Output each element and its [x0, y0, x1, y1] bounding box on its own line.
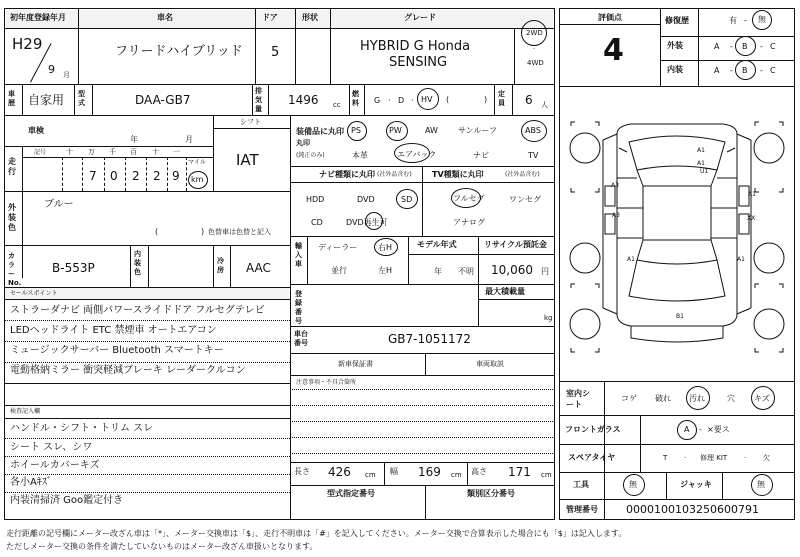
- grade-label: グレード: [404, 13, 436, 22]
- drive-4wd: 4WD: [527, 59, 544, 67]
- seat-label: 室内シート: [566, 389, 590, 409]
- mileage-digit-2: 0: [110, 169, 118, 183]
- v-line: [82, 157, 83, 191]
- length-cm: cm: [365, 471, 376, 479]
- mgmt-label: 管理番号: [566, 505, 598, 514]
- color-value: ブルー: [44, 199, 74, 210]
- shift-label: シフト: [240, 118, 261, 126]
- v-line: [364, 85, 365, 115]
- tools-label: 工具: [573, 480, 589, 489]
- equip-sunroof: サンルーフ: [458, 126, 497, 135]
- v-line: [349, 85, 350, 115]
- h-line: [4, 438, 290, 439]
- capacity: 6: [525, 93, 533, 107]
- displacement: 1496: [288, 93, 319, 107]
- fuel-d: D: [398, 96, 405, 105]
- car-diagram: [559, 88, 795, 378]
- v-line: [92, 85, 93, 115]
- int-sep: -: [730, 66, 733, 75]
- repair-yes: 有: [729, 16, 737, 25]
- color-note: 色替車は色替と記入: [208, 228, 271, 236]
- v-line: [268, 85, 269, 115]
- h-line: [559, 499, 795, 500]
- damage-mark: B1: [676, 313, 684, 320]
- h-line: [4, 191, 290, 192]
- mileage-digit-3: 2: [132, 169, 140, 183]
- mileage-sub-label: 記号: [34, 149, 47, 156]
- width-value: 169: [418, 465, 441, 479]
- h-line: [4, 299, 290, 300]
- v-line: [467, 462, 468, 485]
- type-number-label: 型式指定番号: [327, 489, 375, 498]
- seat-tear: 破れ: [655, 394, 671, 403]
- v-line: [478, 284, 479, 326]
- score-label: 評価点: [598, 13, 622, 22]
- ext-grade-c: C: [770, 42, 776, 51]
- fuel-paren-close: ): [484, 95, 488, 104]
- import-label: 輸入車: [295, 242, 302, 268]
- height-cm: cm: [541, 471, 552, 479]
- mile-label: マイル: [188, 159, 206, 166]
- mileage-unit: km: [191, 175, 204, 184]
- length-value: 426: [328, 465, 351, 479]
- h-line: [4, 456, 290, 457]
- car-name: フリードハイブリッド: [115, 44, 243, 59]
- fuel-dot: ·: [411, 96, 414, 105]
- max-load-label: 最大積載量: [485, 287, 525, 296]
- length-label: 長さ: [294, 467, 310, 476]
- repair-no: 無: [758, 15, 766, 24]
- damage-mark: A1: [697, 160, 705, 167]
- v-line: [130, 245, 131, 287]
- inspector-label: 検査記入欄: [10, 408, 41, 415]
- damage-mark: A1: [697, 147, 705, 154]
- drive-2wd: 2WD: [526, 29, 543, 37]
- v-line: [255, 8, 256, 85]
- tv-fullseg: フルセグ: [453, 194, 485, 203]
- year-label: 初年度登録年月: [10, 13, 66, 22]
- spare-label: スペアタイヤ: [568, 453, 616, 462]
- h-line: [4, 492, 290, 493]
- v-line: [74, 85, 75, 115]
- ext-grade-a: A: [714, 42, 720, 51]
- v-line: [698, 8, 699, 86]
- height-label: 高さ: [471, 467, 487, 476]
- equip-ps: PS: [351, 126, 361, 135]
- equip-aw: AW: [425, 126, 438, 135]
- h-line: [22, 157, 213, 158]
- tv-analog: アナログ: [453, 218, 485, 227]
- unit-ju: 十: [152, 148, 159, 156]
- equip-abs: ABS: [525, 126, 541, 135]
- body-label: 車歴: [8, 90, 15, 107]
- seat-dirt: 汚れ: [689, 394, 705, 403]
- navi-hdd: HDD: [306, 195, 325, 204]
- tv-label: TV種類に丸印: [432, 170, 484, 179]
- h-line: [290, 462, 555, 463]
- int-sep: -: [760, 66, 763, 75]
- glass-x: ×要ス: [707, 425, 730, 434]
- h-line: [478, 299, 555, 300]
- v-line: [330, 8, 331, 85]
- v-line: [425, 353, 426, 375]
- ext-grade-b: B: [742, 42, 748, 51]
- h-line: [4, 341, 290, 342]
- footer-line-1: 走行距離の記号欄にメーター改ざん車は「*」、メーター交換車は「$」、走行不明車は「#」を記入してください。メーター交換で合算表示した場合にも「$」は記入します。: [6, 529, 627, 538]
- int-grade-a: A: [714, 66, 720, 75]
- ext-label: 外装: [667, 41, 683, 50]
- v-line: [252, 85, 253, 115]
- model-label: 型式: [78, 90, 85, 107]
- h-line: [660, 60, 795, 61]
- h-line: [290, 326, 555, 327]
- v-line: [640, 415, 641, 444]
- chassis-label: 車台番号: [294, 330, 308, 347]
- v-line: [408, 236, 409, 284]
- damage-mark: XX: [747, 215, 756, 222]
- spare-sep: ·: [744, 454, 747, 462]
- v-line: [384, 462, 385, 485]
- h-line: [4, 146, 213, 147]
- cc-unit: cc: [333, 101, 341, 109]
- inspector-line-5: 内装清掃済 Goo鑑定付き: [10, 495, 124, 506]
- damage-mark: A1: [748, 191, 756, 198]
- import-left: 左H: [378, 266, 393, 275]
- v-line: [307, 236, 308, 284]
- drive-dot: ·: [533, 45, 536, 53]
- shift-value: IAT: [236, 151, 259, 169]
- equip-tv: TV: [528, 151, 539, 160]
- import-dealer: ディーラー: [318, 243, 358, 252]
- doors-value: 5: [271, 45, 280, 60]
- class-number-label: 類別区分番号: [467, 489, 515, 498]
- color-no-label: カラーNo.: [8, 252, 22, 287]
- tv-oneseg: ワンセグ: [509, 195, 541, 204]
- inspect-month: 月: [185, 135, 193, 144]
- sales-line-4: 電動格納ミラー 衝突軽減ブレーキ レーダークルコン: [10, 365, 246, 376]
- recycle-label: リサイクル預託金: [484, 240, 547, 249]
- height-value: 171: [508, 465, 531, 479]
- v-line: [22, 146, 23, 191]
- new-warranty: 新車保証書: [338, 360, 373, 368]
- recycle-yen: 円: [541, 267, 549, 276]
- h-line: [660, 36, 795, 37]
- jack-label: ジャッキ: [680, 480, 712, 489]
- inspector-line-2: シート スレ、シワ: [10, 442, 93, 453]
- v-line: [62, 157, 63, 191]
- v-line: [514, 28, 515, 84]
- h-line: [4, 362, 290, 363]
- h-line: [290, 375, 555, 376]
- v-line: [512, 85, 513, 115]
- fuel-label: 燃料: [352, 90, 359, 107]
- h-line: [290, 353, 555, 354]
- navi-cd: CD: [311, 218, 323, 227]
- v-line: [230, 245, 231, 287]
- v-line: [494, 85, 495, 115]
- v-line: [640, 444, 641, 472]
- v-line: [22, 191, 23, 278]
- width-label: 幅: [390, 467, 398, 476]
- v-line: [478, 236, 479, 284]
- door-label: ドア: [262, 13, 278, 22]
- notes-label: 注意事項・不具合箇所: [296, 379, 357, 386]
- tools-value: 無: [629, 480, 637, 489]
- v-line: [213, 245, 214, 287]
- int-grade-c: C: [770, 66, 776, 75]
- v-line: [660, 8, 661, 86]
- v-line: [78, 8, 79, 85]
- h-line: [290, 421, 555, 422]
- int-label: 内装: [667, 65, 683, 74]
- shape-label: 形状: [302, 13, 318, 22]
- equip-maru: 丸印: [296, 139, 310, 147]
- import-parallel: 並行: [331, 266, 347, 275]
- spare-sep: ·: [684, 454, 687, 462]
- equip-label: 装備品に丸印: [296, 127, 344, 136]
- h-line: [4, 115, 555, 116]
- color-no-value: B-553P: [52, 261, 95, 275]
- equip-navi: ナビ: [473, 151, 489, 160]
- model-year-label: モデル年式: [417, 240, 457, 249]
- h-line: [290, 453, 555, 454]
- v-line: [148, 245, 149, 287]
- v-line: [425, 485, 426, 520]
- h-line: [290, 405, 555, 406]
- equip-pw: PW: [389, 126, 402, 135]
- damage-mark: A3: [612, 212, 620, 219]
- glass-label: フロントガラス: [565, 425, 621, 434]
- v-line: [422, 166, 423, 236]
- unit-ichi: 一: [173, 148, 180, 156]
- color-paren-close: ): [201, 227, 205, 236]
- v-line: [186, 157, 187, 191]
- spare-t: T: [663, 454, 668, 462]
- h-line: [4, 474, 290, 475]
- inspector-line-3: ホイールカバーキズ: [10, 460, 100, 471]
- h-line: [559, 472, 795, 473]
- color-label: 外装色: [8, 203, 16, 232]
- inspector-line-4: 各小Aｷｽﾞ: [10, 477, 52, 488]
- h-line: [4, 383, 290, 384]
- navi-sd: SD: [401, 195, 413, 204]
- equip-sub: (純正のみ): [296, 152, 325, 159]
- v-line: [146, 157, 147, 191]
- recycle-value: 10,060: [491, 263, 533, 277]
- inspect-year: 年: [130, 135, 138, 144]
- sales-label: セールスポイント: [10, 290, 58, 297]
- v-line: [22, 85, 23, 115]
- glass-a: A: [684, 425, 690, 434]
- v-line: [666, 472, 667, 499]
- model-year-unit: 年: [434, 267, 442, 276]
- h-line: [4, 405, 290, 406]
- unit-jukan: 十: [66, 148, 73, 156]
- mileage-digit-1: 7: [89, 169, 97, 183]
- ac-value: AAC: [246, 261, 271, 275]
- reg-era: H29: [12, 35, 43, 53]
- sales-line-1: ストラーダナビ 両側パワースライドドア フルセグテレビ: [10, 305, 265, 316]
- unit-man: 万: [88, 148, 95, 156]
- v-line: [104, 157, 105, 191]
- mileage-label: 走行: [8, 157, 16, 176]
- jack-value: 無: [757, 480, 765, 489]
- h-line: [290, 182, 555, 183]
- h-line: [290, 437, 555, 438]
- sales-line-3: ミュージックサーバー Bluetooth スマートキー: [10, 345, 224, 356]
- repair-sep: -: [744, 16, 747, 25]
- equip-airbag: エアバック: [397, 150, 437, 159]
- seat-scratch: キズ: [754, 394, 770, 403]
- seat-burn: コゲ: [621, 394, 637, 403]
- chassis-value: GB7-1051172: [388, 332, 471, 346]
- v-line: [125, 157, 126, 191]
- h-line: [408, 254, 555, 255]
- damage-mark: U1: [700, 168, 709, 175]
- damage-mark: A1: [627, 256, 635, 263]
- model-year-unknown: 不明: [458, 267, 474, 276]
- h-line: [559, 381, 795, 382]
- disp-label: 排気量: [255, 87, 262, 113]
- h-line: [4, 320, 290, 321]
- fuel-paren: (: [446, 95, 450, 104]
- damage-mark: A1: [737, 256, 745, 263]
- unit-sen: 千: [109, 148, 116, 156]
- inspect-label: 車検: [28, 126, 44, 135]
- manual: 車両取説: [476, 360, 504, 368]
- repair-label: 修復歴: [665, 16, 689, 25]
- fuel-dot: ·: [388, 96, 391, 105]
- int-grade-b: B: [742, 66, 748, 75]
- color-paren: (: [155, 227, 159, 236]
- h-line: [559, 86, 795, 87]
- ext-sep: -: [730, 42, 733, 51]
- v-line: [722, 472, 723, 499]
- fuel-hv: HV: [421, 95, 433, 104]
- mgmt-value: 0000100103250600791: [626, 503, 759, 516]
- score-value: 4: [603, 33, 624, 68]
- month-unit: 月: [63, 71, 70, 79]
- name-label: 車名: [157, 13, 173, 22]
- grade-line1: HYBRID G Honda: [360, 39, 471, 54]
- h-line: [559, 24, 660, 25]
- v-line: [167, 157, 168, 191]
- h-line: [4, 28, 555, 29]
- inspector-line-1: ハンドル・シフト・トリム スレ: [10, 423, 154, 434]
- h-line: [290, 284, 555, 285]
- v-line: [290, 116, 291, 366]
- unit-hyaku: 百: [130, 148, 137, 156]
- h-line: [290, 236, 555, 237]
- h-line: [213, 128, 290, 129]
- h-line: [4, 245, 290, 246]
- person-unit: 人: [541, 101, 548, 109]
- navi-label: ナビ種類に丸印: [319, 170, 375, 179]
- h-line: [559, 444, 795, 445]
- header-band: [6, 10, 553, 28]
- v-line: [295, 8, 296, 85]
- footer-line-2: ただしメーター交換の条件を満たしていないものはメーター改ざん車扱いとなります。: [6, 542, 318, 551]
- equip-leather: 本革: [352, 151, 368, 160]
- navi-sub: (社外品含む): [377, 171, 412, 178]
- seat-hole: 穴: [727, 394, 735, 403]
- h-line: [4, 84, 555, 85]
- usage-value: 自家用: [28, 93, 65, 107]
- navi-dvd: DVD: [357, 195, 375, 204]
- mileage-digit-5: 9: [172, 169, 180, 183]
- width-cm: cm: [451, 471, 462, 479]
- import-right: 右H: [378, 243, 393, 252]
- interior-color-label: 内装色: [134, 250, 141, 276]
- reg-label: 登録番号: [295, 290, 302, 325]
- navi-dvd-play: DVD再生可: [346, 218, 388, 227]
- cap-label: 定員: [498, 90, 505, 107]
- sales-line-2: LEDヘッドライト ETC 禁煙車 オートエアコン: [10, 325, 217, 336]
- tv-sub: (社外品含む): [505, 171, 540, 178]
- ext-sep: -: [760, 42, 763, 51]
- grade-line2: SENSING: [389, 55, 448, 70]
- h-line: [559, 415, 795, 416]
- damage-mark: A3: [611, 182, 619, 189]
- glass-sep: -: [699, 425, 702, 434]
- ac-label: 冷房: [217, 257, 224, 274]
- spare-kit: 修理 KIT: [700, 454, 728, 462]
- mileage-digit-4: 2: [153, 169, 161, 183]
- spare-none: 欠: [763, 454, 770, 462]
- kg-unit: kg: [544, 314, 553, 322]
- reg-month: 9: [48, 63, 55, 76]
- h-line: [290, 389, 555, 390]
- fuel-g: G: [374, 96, 381, 105]
- h-line: [290, 485, 555, 486]
- h-line: [4, 418, 290, 419]
- model-code: DAA-GB7: [135, 93, 191, 107]
